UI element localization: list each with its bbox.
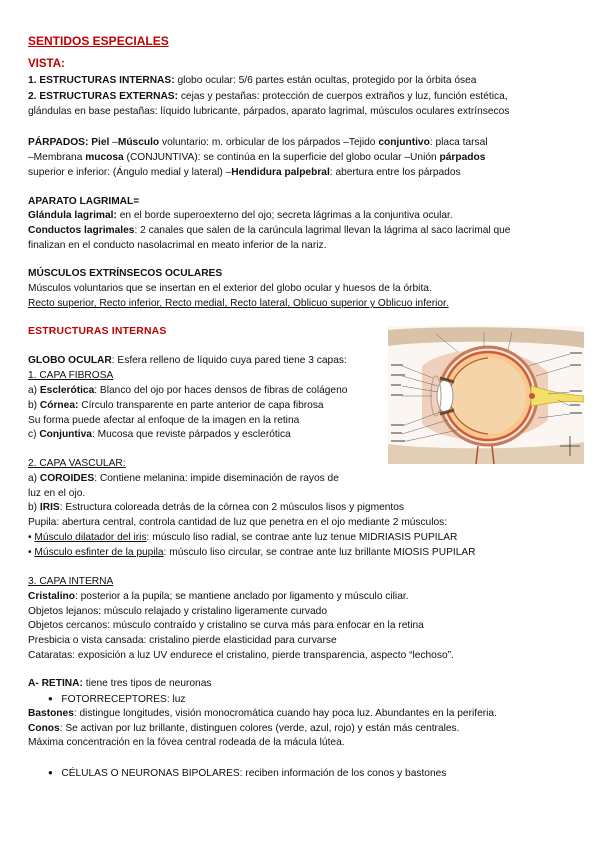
capa-vascular-heading: 2. CAPA VASCULAR: [28, 458, 126, 469]
cornea-line-2: Su forma puede afectar al enfoque de la imagen en la retina [28, 415, 300, 426]
coroides-line-2: luz en el ojo. [28, 488, 86, 499]
musculos-line-1: Músculos voluntarios que se insertan en el exterior del globo ocular y huesos de la órbita. [28, 283, 432, 294]
musculos-heading: MÚSCULOS EXTRÍNSECOS OCULARES [28, 268, 223, 279]
retina-line: A- RETINA: tiene tres tipos de neuronas [28, 678, 212, 689]
vista-line-3: glándulas en base pestañas: líquido lubricante, párpados, aparato lagrimal, músculos oculares extrínsecos [28, 106, 510, 117]
maxima-line: Máxima concentración en la fóvea central rodeada de la mácula lútea. [28, 737, 345, 748]
cristalino-line: Cristalino: posterior a la pupila; se mantiene anclado por ligamento y músculo ciliar. [28, 591, 409, 602]
conjuntiva-line: c) Conjuntiva: Mucosa que reviste párpados y esclerótica [28, 429, 291, 440]
cornea-line: b) Córnea: Círculo transparente en parte anterior de capa fibrosa [28, 400, 324, 411]
eye-cross-section-icon [388, 326, 584, 464]
pupila-line: Pupila: abertura central, controla cantidad de luz que penetra en el ojo mediante 2 músculos: [28, 517, 448, 528]
lagrimal-heading: APARATO LAGRIMAL= [28, 196, 140, 207]
bipolares-item: ● CÉLULAS O NEURONAS BIPOLARES: reciben información de los conos y bastones [48, 768, 447, 779]
lejanos-line: Objetos lejanos: músculo relajado y cristalino ligeramente curvado [28, 606, 327, 617]
cataratas-line: Cataratas: exposición a luz UV endurece el cristalino, pierde transparencia, aspecto “lechoso”. [28, 650, 454, 661]
eye-anatomy-figure [388, 326, 584, 464]
parpados-line-3: superior e inferior: (Ángulo medial y lateral) –Hendidura palpebral: abertura entre los párpados [28, 167, 461, 178]
internas-heading: ESTRUCTURAS INTERNAS [28, 326, 167, 337]
esclerotica-line: a) Esclerótica: Blanco del ojo por haces densos de fibras de colágeno [28, 385, 348, 396]
bastones-line: Bastones: distingue longitudes, visión monocromática cuando hay poca luz. Abundantes en la periferia. [28, 708, 497, 719]
globo-ocular-line: GLOBO OCULAR: Esfera relleno de líquido cuya pared tiene 3 capas: [28, 355, 347, 366]
lagrimal-glandula: Glándula lagrimal: en el borde superoexterno del ojo; secreta lágrimas a la conjuntiva ocular. [28, 210, 453, 221]
dilatador-line: • Músculo dilatador del iris: músculo liso radial, se contrae ante luz tenue MIDRIASIS PUPILAR [28, 532, 458, 543]
lagrimal-conductos-2: finalizan en el conducto nasolacrimal en meato inferior de la nariz. [28, 240, 327, 251]
presbicia-line: Presbicia o vista cansada: cristalino pierde elasticidad para curvarse [28, 635, 337, 646]
vista-line-1: 1. ESTRUCTURAS INTERNAS: globo ocular: 5/6 partes están ocultas, protegido por la órbita ósea [28, 75, 477, 86]
parpados-line-1: PÁRPADOS: Piel –Músculo voluntario: m. orbicular de los párpados –Tejido conjuntivo: placa tarsal [28, 137, 488, 148]
vista-line-2: 2. ESTRUCTURAS EXTERNAS: cejas y pestañas: protección de cuerpos extraños y luz, función estética, [28, 91, 508, 102]
fotorreceptores-item: ● FOTORRECEPTORES: luz [48, 694, 186, 705]
lagrimal-conductos: Conductos lagrimales: 2 canales que salen de la carúncula lagrimal llevan la lágrima al saco lacrimal que [28, 225, 511, 236]
cercanos-line: Objetos cercanos: músculo contraído y cristalino se curva más para enfocar en la retina [28, 620, 424, 631]
vista-heading: VISTA: [28, 58, 65, 70]
parpados-line-2: –Membrana mucosa (CONJUNTIVA): se continúa en la superficie del globo ocular –Unión párpados [28, 152, 486, 163]
musculos-line-2: Recto superior, Recto inferior, Recto medial, Recto lateral, Oblicuo superior y Oblicuo inferior. [28, 298, 449, 309]
doc-title: SENTIDOS ESPECIALES [28, 34, 169, 48]
iris-line: b) IRIS: Estructura coloreada detrás de la córnea con 2 músculos lisos y pigmentos [28, 502, 405, 513]
capa-interna-heading: 3. CAPA INTERNA [28, 576, 114, 587]
conos-line: Conos: Se activan por luz brillante, distinguen colores (verde, azul, rojo) y están más centrales. [28, 723, 460, 734]
capa-fibrosa-heading: 1. CAPA FIBROSA [28, 370, 114, 381]
coroides-line: a) COROIDES: Contiene melanina: impide diseminación de rayos de [28, 473, 339, 484]
esfinter-line: • Músculo esfinter de la pupila: músculo liso circular, se contrae ante luz brillante MIOSIS PUPILAR [28, 547, 476, 558]
